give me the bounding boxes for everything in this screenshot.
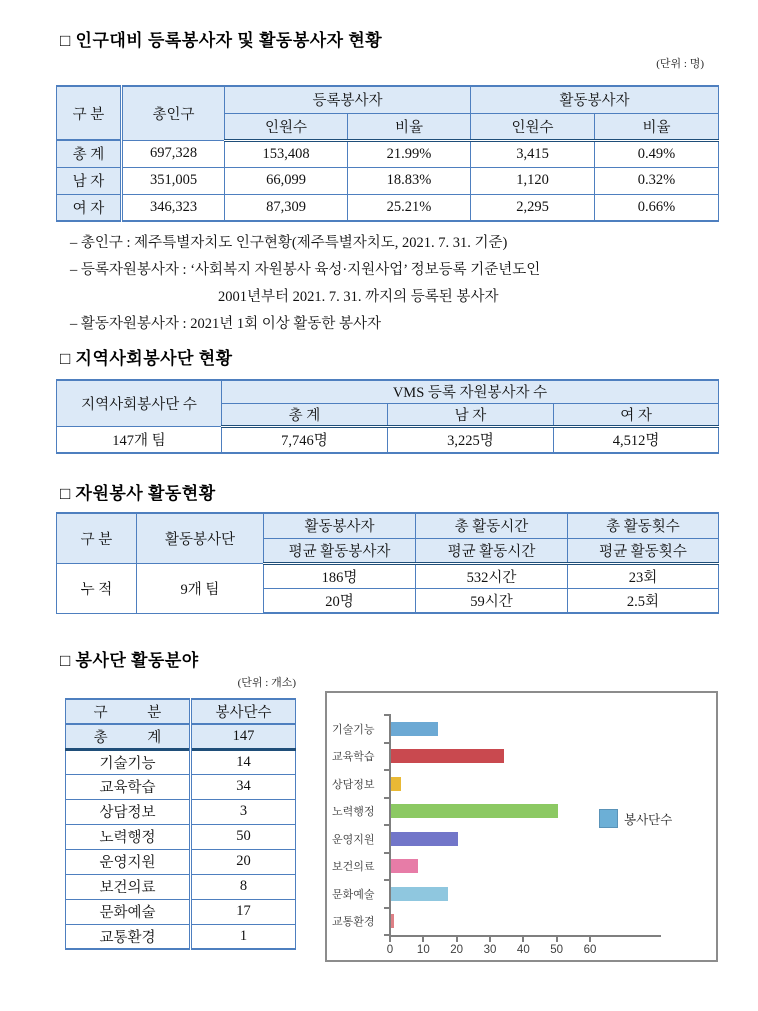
row-label: 운영지원	[66, 849, 191, 874]
chart-legend	[599, 809, 672, 828]
community-team-table	[56, 379, 719, 454]
row-label: 남 자	[57, 167, 122, 194]
chart-bar	[391, 832, 458, 846]
chart-category-label: 보건의료	[332, 861, 375, 874]
legend-label: 봉사단수	[624, 812, 673, 827]
y-axis-tick	[384, 797, 391, 799]
row-label: 교육학습	[66, 774, 191, 799]
note-line: – 등록자원봉사자 : ‘사회복지 자원봉사 육성·지원사업’ 정보등록 기준년도인	[70, 262, 541, 278]
chart-bar	[391, 777, 401, 791]
x-axis-tick	[556, 935, 558, 942]
y-axis-tick	[384, 714, 391, 716]
x-axis-tick-label: 0	[386, 944, 394, 956]
section1-unit-note: (단위 : 명)	[656, 58, 704, 70]
section4-unit-note: (단위 : 개소)	[237, 677, 296, 689]
col-header-team-count: 지역사회봉사단 수	[57, 380, 222, 426]
col-header-active-team: 활동봉사단	[137, 513, 264, 563]
section1-title: □ 인구대비 등록봉사자 및 활동봉사자 현황	[60, 31, 383, 50]
row-label: 상담정보	[66, 799, 191, 824]
x-axis-tick-label: 40	[516, 944, 530, 956]
table-row: 147개 팀 7,746명 3,225명 4,512명	[57, 426, 719, 453]
y-axis-tick	[384, 879, 391, 881]
note-line: – 총인구 : 제주특별자치도 인구현황(제주특별자치도, 2021. 7. 31. 기준)	[70, 235, 508, 251]
col-group-registered: 등록봉사자	[225, 86, 471, 113]
col-header-category: 구 분	[57, 86, 122, 140]
x-axis-tick	[422, 935, 424, 942]
chart-row	[327, 743, 716, 771]
table-row: 상담정보 3	[66, 799, 296, 824]
row-label: 문화예술	[66, 899, 191, 924]
x-axis-tick-label: 60	[583, 944, 597, 956]
chart-row	[327, 770, 716, 798]
chart-row	[327, 715, 716, 743]
col-header-male: 남 자	[388, 403, 554, 426]
table-row: 20명 59시간 2.5회	[57, 588, 719, 613]
table-row: 보건의료 8	[66, 874, 296, 899]
chart-bar	[391, 914, 394, 928]
col-header-team-count: 봉사단수	[191, 699, 296, 724]
section1-notes	[70, 230, 540, 338]
col-header-total-times: 총 활동횟수	[568, 513, 719, 538]
section2-title: □ 지역사회봉사단 현황	[60, 349, 233, 368]
row-label: 교통환경	[66, 924, 191, 949]
x-axis-tick-label: 50	[550, 944, 564, 956]
col-header-total-hours: 총 활동시간	[416, 513, 568, 538]
col-header-category: 구 분	[66, 699, 191, 724]
y-axis-tick	[384, 852, 391, 854]
chart-category-label: 교통환경	[332, 916, 375, 929]
col-header-avg-times: 평균 활동횟수	[568, 538, 719, 563]
chart-row	[327, 880, 716, 908]
chart-category-label: 문화예술	[332, 888, 375, 901]
chart-row	[327, 853, 716, 881]
section3-title: □ 자원봉사 활동현황	[60, 484, 216, 503]
row-label: 보건의료	[66, 874, 191, 899]
chart-category-label: 기술기능	[332, 723, 375, 736]
chart-bar	[391, 804, 558, 818]
row-label: 기술기능	[66, 749, 191, 774]
col-header-population: 총인구	[122, 86, 225, 140]
population-volunteer-table	[56, 85, 719, 222]
chart-bar	[391, 859, 418, 873]
table-row: 누 적 9개 팀 186명 532시간 23회	[57, 563, 719, 588]
col-header-act-ratio: 비율	[595, 113, 719, 140]
table-row: 교통환경 1	[66, 924, 296, 949]
col-group-active: 활동봉사자	[471, 86, 719, 113]
chart-bar	[391, 887, 448, 901]
volunteer-field-bar-chart	[325, 691, 718, 962]
table-row: 교육학습 34	[66, 774, 296, 799]
team-count-value: 9개 팀	[137, 563, 264, 613]
x-axis-tick	[489, 935, 491, 942]
y-axis-tick	[384, 907, 391, 909]
chart-category-label: 상담정보	[332, 778, 375, 791]
table-row: 문화예술 17	[66, 899, 296, 924]
y-axis-tick	[384, 742, 391, 744]
chart-row	[327, 908, 716, 936]
table-row: 운영지원 20	[66, 849, 296, 874]
chart-bar	[391, 722, 438, 736]
x-axis-tick	[522, 935, 524, 942]
chart-category-label: 노력행정	[332, 806, 375, 819]
chart-category-label: 운영지원	[332, 833, 375, 846]
table-row: 총 계 697,328 153,408 21.99% 3,415 0.49%	[57, 140, 719, 167]
col-header-avg-volunteers: 평균 활동봉사자	[264, 538, 416, 563]
table-row: 여 자 346,323 87,309 25.21% 2,295 0.66%	[57, 194, 719, 221]
activity-status-table	[56, 512, 719, 614]
table-row-total: 총 계 147	[66, 724, 296, 749]
row-label: 누 적	[57, 563, 137, 613]
chart-row	[327, 825, 716, 853]
x-axis-tick	[456, 935, 458, 942]
legend-swatch	[599, 809, 618, 828]
note-line: – 활동자원봉사자 : 2021년 1회 이상 활동한 봉사자	[70, 316, 382, 332]
row-label: 노력행정	[66, 824, 191, 849]
x-axis-tick-label: 30	[483, 944, 497, 956]
col-header-reg-count: 인원수	[225, 113, 348, 140]
x-axis-tick	[589, 935, 591, 942]
table-row: 남 자 351,005 66,099 18.83% 1,120 0.32%	[57, 167, 719, 194]
x-axis-tick-label: 10	[416, 944, 430, 956]
col-header-act-count: 인원수	[471, 113, 595, 140]
col-header-reg-ratio: 비율	[348, 113, 471, 140]
col-header-female: 여 자	[554, 403, 719, 426]
section4-title: □ 봉사단 활동분야	[60, 651, 199, 670]
chart-bar	[391, 749, 504, 763]
row-label: 여 자	[57, 194, 122, 221]
chart-category-label: 교육학습	[332, 751, 375, 764]
chart-x-axis	[389, 935, 661, 937]
col-header-active-volunteers: 활동봉사자	[264, 513, 416, 538]
activity-field-table	[65, 698, 296, 950]
x-axis-tick-label: 20	[450, 944, 464, 956]
col-header-category: 구 분	[57, 513, 137, 563]
y-axis-tick	[384, 769, 391, 771]
col-header-total: 총 계	[222, 403, 388, 426]
row-label: 총 계	[66, 724, 191, 749]
col-header-avg-hours: 평균 활동시간	[416, 538, 568, 563]
x-axis-tick	[389, 935, 391, 942]
table-row: 노력행정 50	[66, 824, 296, 849]
y-axis-tick	[384, 824, 391, 826]
note-line: 2001년부터 2021. 7. 31. 까지의 등록된 봉사자	[218, 289, 499, 305]
table-row: 기술기능 14	[66, 749, 296, 774]
col-group-vms: VMS 등록 자원봉사자 수	[222, 380, 719, 403]
row-label: 총 계	[57, 140, 122, 167]
